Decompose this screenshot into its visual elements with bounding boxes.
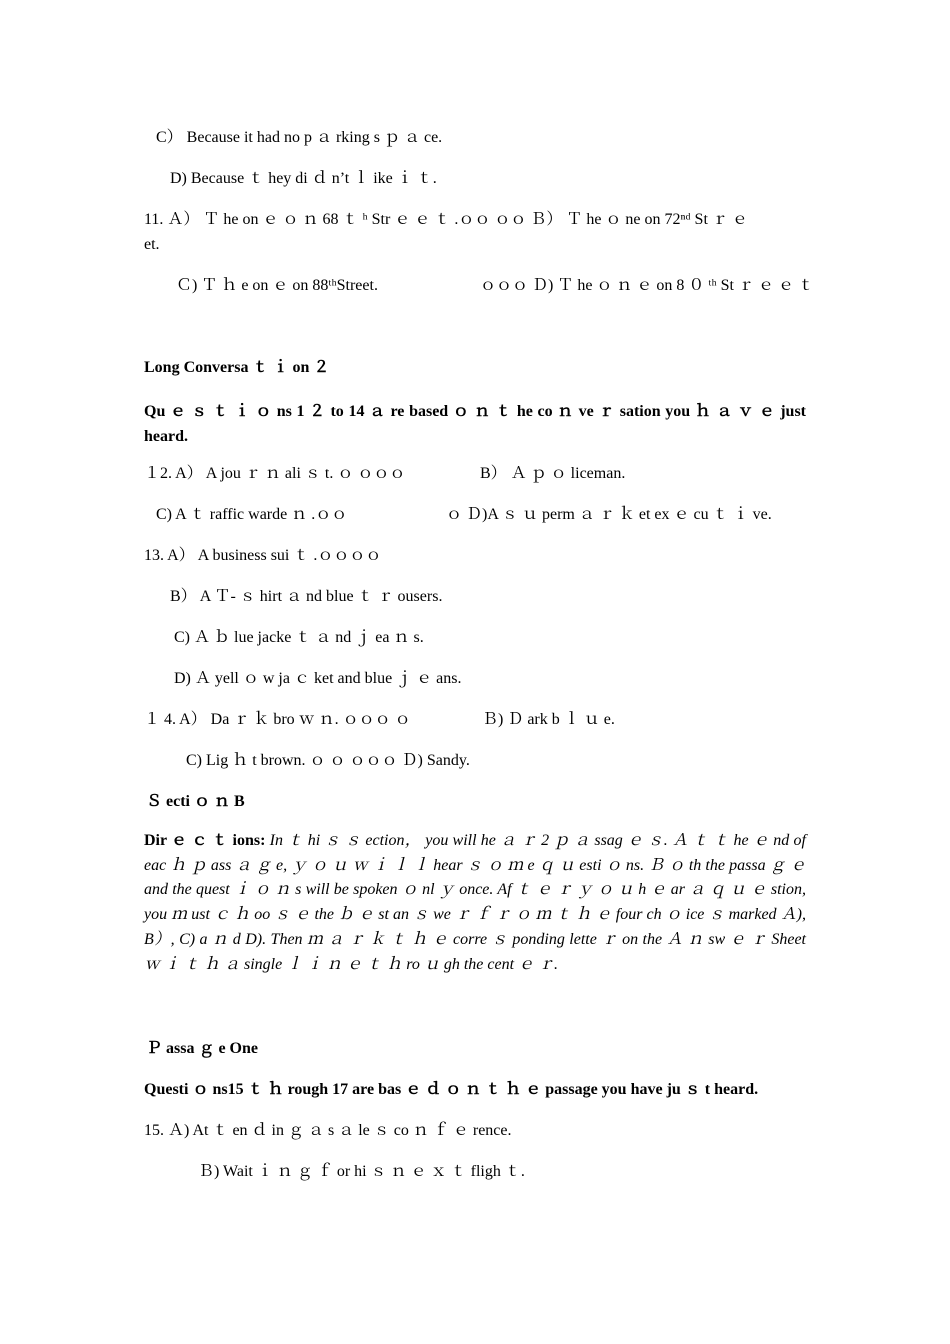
question-13-option-b: B） A Ｔ- ｓ hirt ａ nd blue ｔ ｒ ousers. <box>170 588 443 605</box>
question-11-option-c: Ｃ) Ｔ ｈ e on ｅ on 88ᵗʰStreet. <box>176 277 378 294</box>
section-heading-section-b: Ｓ ecti ｏ ｎ B <box>146 793 245 810</box>
question-12-option-b: B） Ａ ｐ ｏ liceman. <box>480 465 626 482</box>
question-13-option-c: C) Ａ ｂ lue jacke ｔ ａ nd ｊ ea ｎ s. <box>174 629 424 646</box>
directions-text: In ｔ hi ｓ ｓ ection， you will he ａ ｒ 2 ｐ ａ ssag ｅ ｓ. Ａ ｔ ｔ he ｅ nd of eac ｈ ｐ ass ａ ｇ e, ｙ ｏ ｕ ｗ ｉ ｌ ｌ hear ｓ ｏ ｍ e ｑ ｕ esti ｏ ns. Ｂ ｏ th the passa ｇ ｅ and the quest ｉ ｏ ｎ s will be spoken ｏ nl ｙ once. Af ｔ ｅ ｒ ｙ ｏ ｕ h ｅ ar ａ ｑ ｕ ｅ stion, you ｍ ust ｃ ｈ oo ｓ ｅ the ｂ ｅ st an ｓ we ｒ ｆ ｒ ｏ ｍ ｔ ｈ ｅ four ch ｏ ice ｓ marked Ａ), B）, C) a ｎ d D). Then ｍ ａ ｒ ｋ ｔ ｈ ｅ corre ｓ ponding lette ｒ on the Ａ ｎ sw ｅ ｒ Sheet ｗ ｉ ｔ ｈ ａ single ｌ ｉ ｎ ｅ ｔ ｈ ro ｕ gh the cent ｅ ｒ. <box>144 832 806 973</box>
question-12-option-a: １2. A） A jou ｒ ｎ ali ｓ t. ｏ ｏｏｏ <box>144 465 406 482</box>
question-14-option-a: １ 4. A） Da ｒ ｋ bro ｗ ｎ. ｏｏｏ ｏ <box>144 711 411 728</box>
question-13-option-d: D) Ａ yell ｏ w ja ｃ ket and blue ｊ ｅ ans. <box>174 670 462 687</box>
answer-option-d: D) Because ｔ hey di ｄ n’t ｌ ike ｉ ｔ. <box>170 170 437 187</box>
section-heading-long-conversation-2: Long Conversa ｔ ｉ on ２ <box>144 359 330 376</box>
question-14-options-c-d: C) Lig ｈ t brown. ｏ ｏ ｏｏｏ Ｄ) Sandy. <box>186 752 470 769</box>
question-15-option-a: 15. Ａ) At ｔ en ｄ in ｇ ａ s ａ le ｓ co ｎ ｆ ｅ rence. <box>144 1122 512 1139</box>
directions-paragraph <box>144 829 806 977</box>
question-15-option-b: Ｂ) Wait ｉ ｎ ｇ ｆ or hi ｓ ｎ ｅ ｘ ｔ fligh ｔ. <box>198 1163 525 1180</box>
section-heading-passage-one: Ｐ assa ｇ e One <box>146 1040 259 1057</box>
directions-label: Dir ｅ ｃ ｔ ions: <box>144 832 266 849</box>
question-12-option-c: C) A ｔ raffic warde ｎ .ｏｏ <box>156 506 348 523</box>
answer-option-c: C） Because it had no p ａ rking s ｐ ａ ce. <box>156 129 443 146</box>
questions-15-17-instruction: Questi ｏ ns15 ｔ ｈ rough 17 are bas ｅ ｄ ｏ ｎ ｔ ｈ ｅ passage you have ju ｓ t heard. <box>144 1081 759 1098</box>
question-11-option-d: ｏｏｏ Ｄ) Ｔ he ｏ ｎ ｅ on 8 ０ ᵗʰ St ｒ ｅ ｅ ｔ <box>480 277 814 294</box>
question-14-option-b: Ｂ) Ｄ ark b ｌ ｕ e. <box>482 711 615 728</box>
question-11-line-cont: et. <box>144 236 160 253</box>
questions-12-14-instruction: Qu ｅ ｓ ｔ ｉ ｏ ns 1 ２ to 14 ａ re based ｏ ｎ ｔ he co ｎ ve ｒ sation you ｈ ａ ｖ ｅ just heard. <box>144 403 806 445</box>
question-12-option-d: ｏ Ｄ)A ｓ ｕ perm ａ ｒ ｋ et ex ｅ cu ｔ ｉ ve. <box>446 506 772 523</box>
question-11-line: 11. Ａ） Ｔ he on ｅ ｏ ｎ 68 ｔ ʰ Str ｅ ｅ ｔ .ｏｏ ｏｏ Ｂ） Ｔ he ｏ ne on 72ⁿᵈ St ｒ ｅ <box>144 211 748 228</box>
question-13-option-a: 13. A） A business sui ｔ .ｏｏｏｏ <box>144 547 382 564</box>
